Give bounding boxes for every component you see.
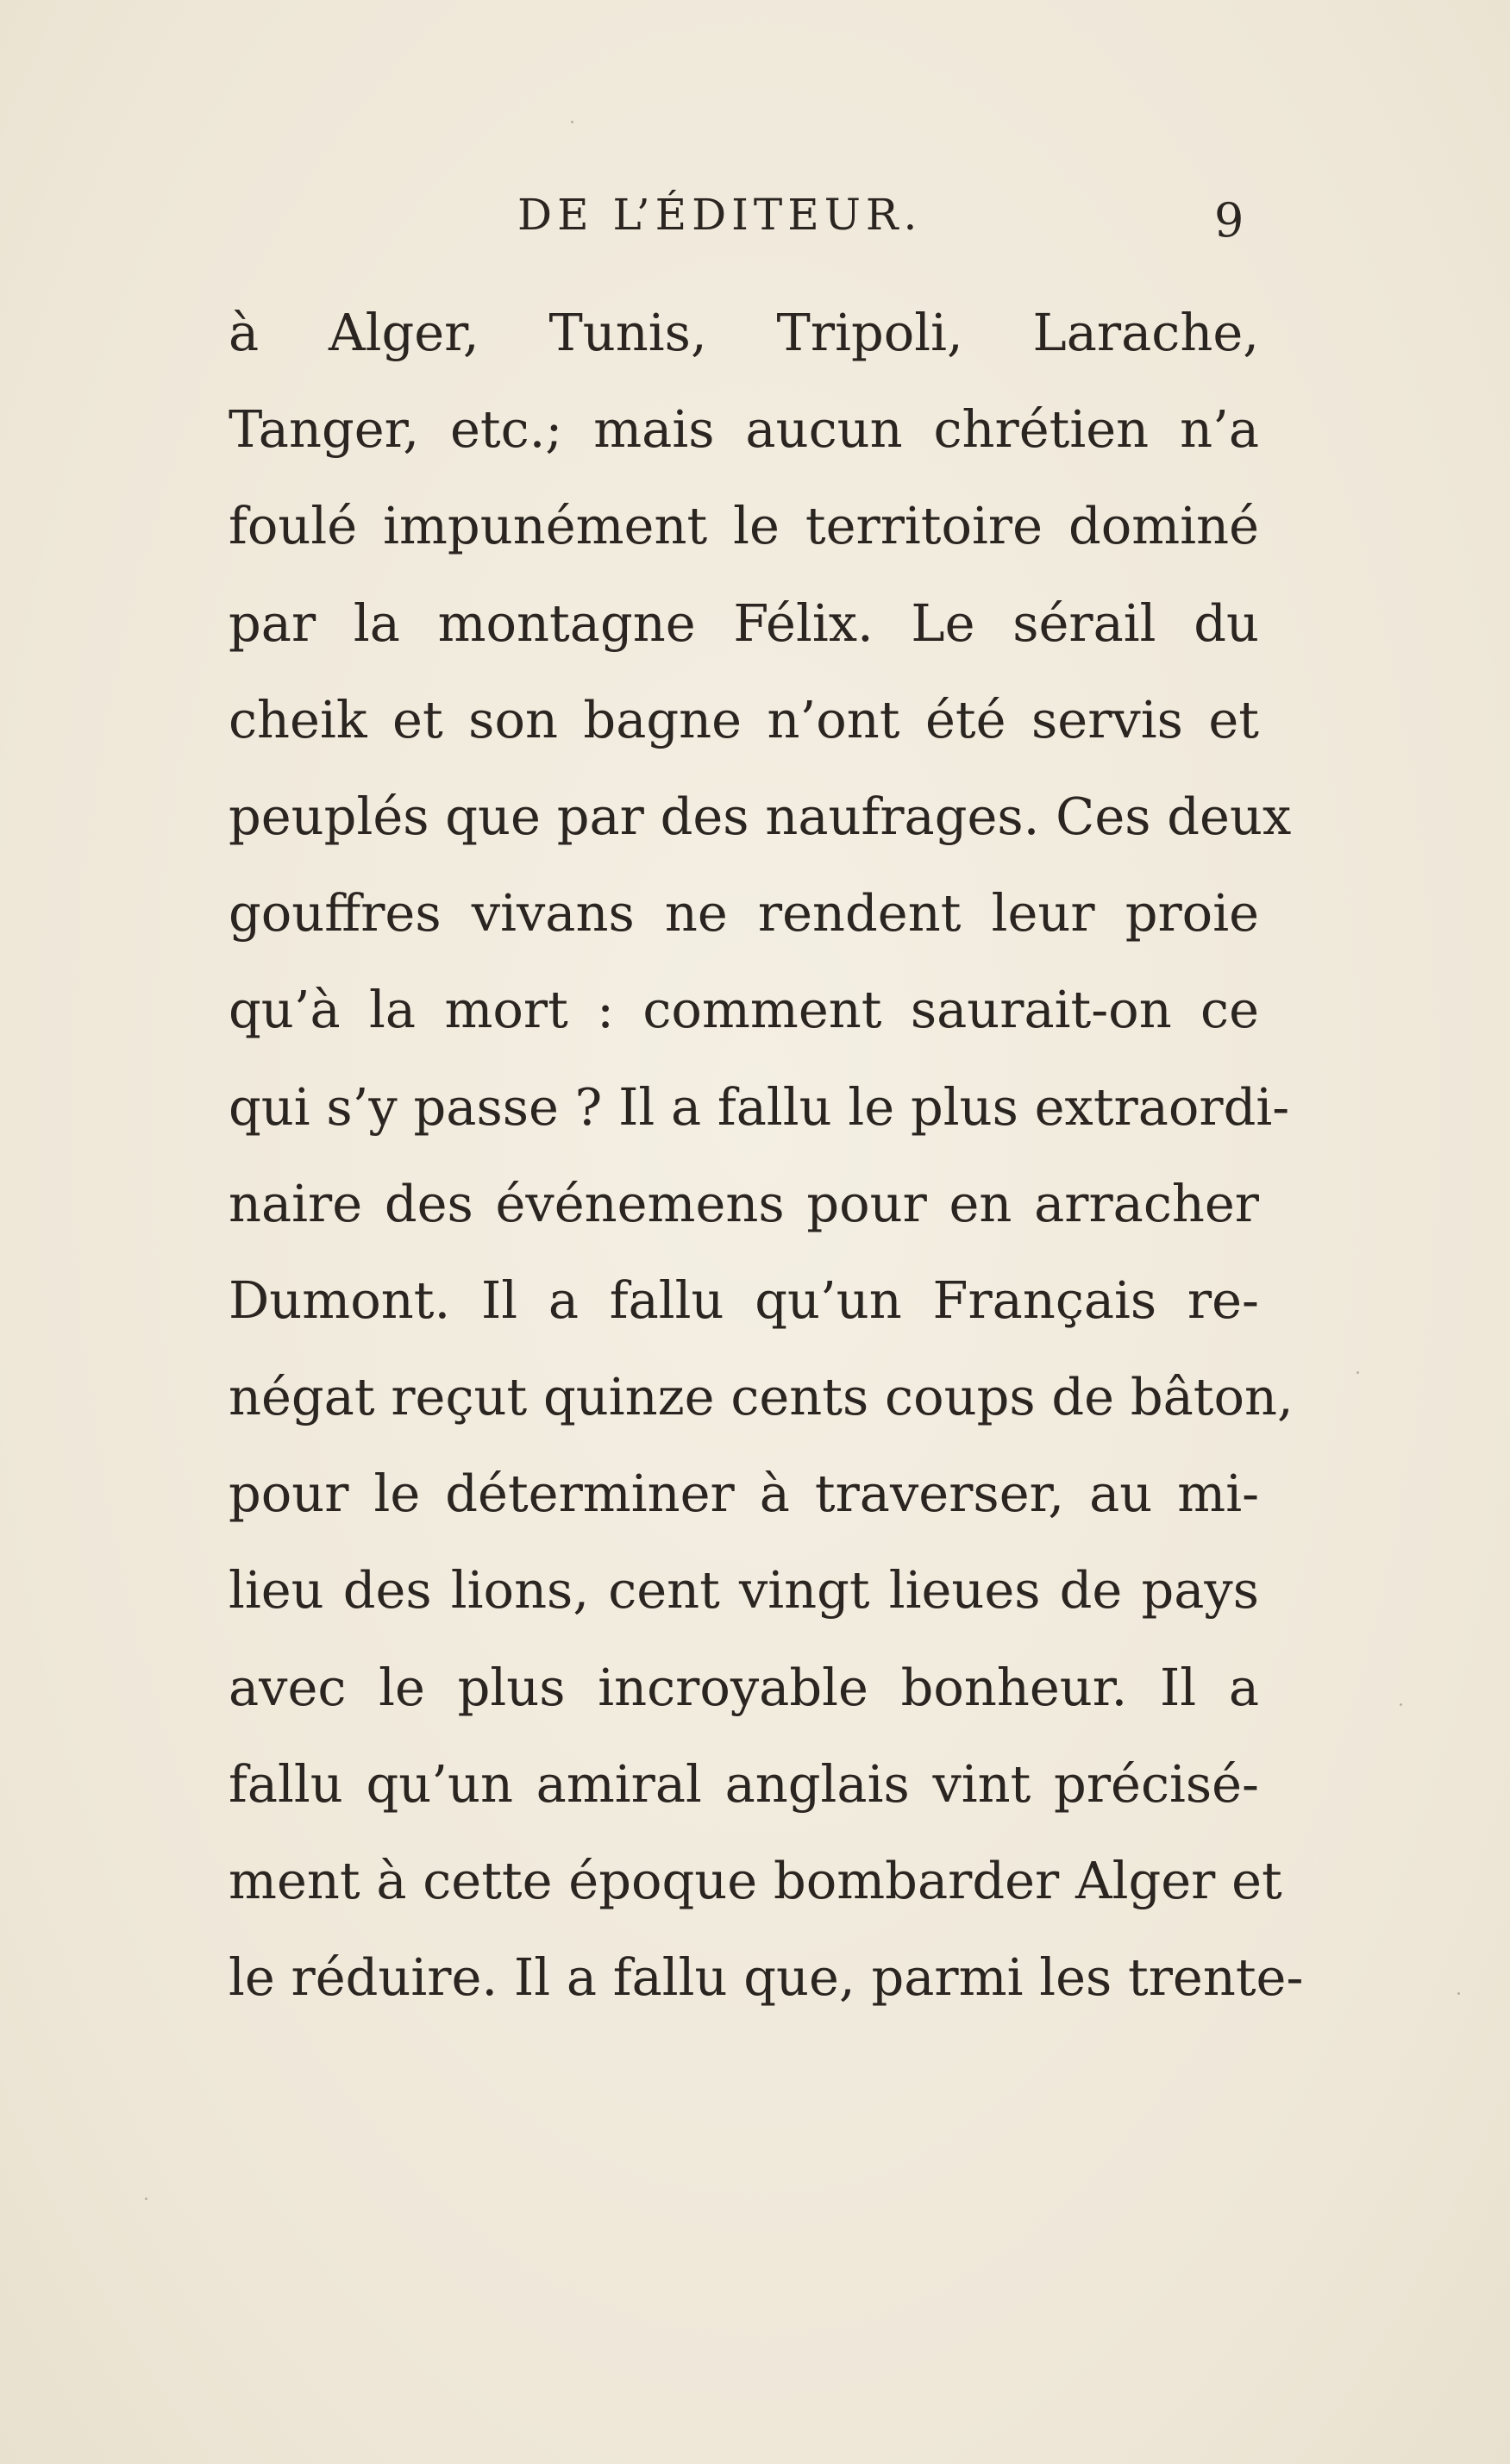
paper-speck — [1457, 1992, 1460, 1995]
text-line: le réduire. Il a fallu que, parmi les trente- — [229, 1947, 1304, 2008]
paper-speck — [1356, 1371, 1359, 1374]
paper-speck — [571, 121, 573, 123]
text-line: avec le plus incroyable bonheur. Il a — [229, 1657, 1259, 1717]
text-line: Dumont. Il a fallu qu’un Français re- — [229, 1270, 1259, 1330]
text-line: gouffres vivans ne rendent leur proie — [229, 883, 1259, 944]
text-line: ment à cette époque bombarder Alger et — [229, 1851, 1282, 1910]
text-line: foulé impunément le territoire dominé — [229, 496, 1259, 556]
text-line: qu’à la mort : comment saurait-on ce — [229, 980, 1259, 1040]
text-line: qui s’y passe ? Il a fallu le plus extraordi- — [229, 1076, 1290, 1137]
page-number: 9 — [1214, 193, 1244, 248]
text-line: cheik et son bagne n’ont été servis et — [229, 689, 1259, 749]
text-line: à Alger, Tunis, Tripoli, Larache, — [229, 303, 1259, 362]
paper-speck — [1400, 1703, 1402, 1706]
text-line: pour le déterminer à traverser, au mi- — [229, 1464, 1259, 1524]
text-line: Tanger, etc.; mais aucun chrétien n’a — [229, 399, 1259, 460]
page-header — [0, 181, 1510, 259]
body-text — [229, 285, 1304, 2026]
text-line: négat reçut quinze cents coups de bâton, — [229, 1367, 1294, 1427]
text-line: lieu des lions, cent vingt lieues de pays — [229, 1560, 1259, 1621]
running-head: DE L’ÉDITEUR. — [517, 190, 923, 240]
text-line: fallu qu’un amiral anglais vint précisé- — [229, 1753, 1259, 1814]
text-line: peuplés que par des naufrages. Ces deux — [229, 786, 1292, 846]
text-line: par la montagne Félix. Le sérail du — [229, 592, 1259, 653]
text-line: naire des événemens pour en arracher — [229, 1173, 1259, 1233]
paper-speck — [145, 2198, 147, 2200]
